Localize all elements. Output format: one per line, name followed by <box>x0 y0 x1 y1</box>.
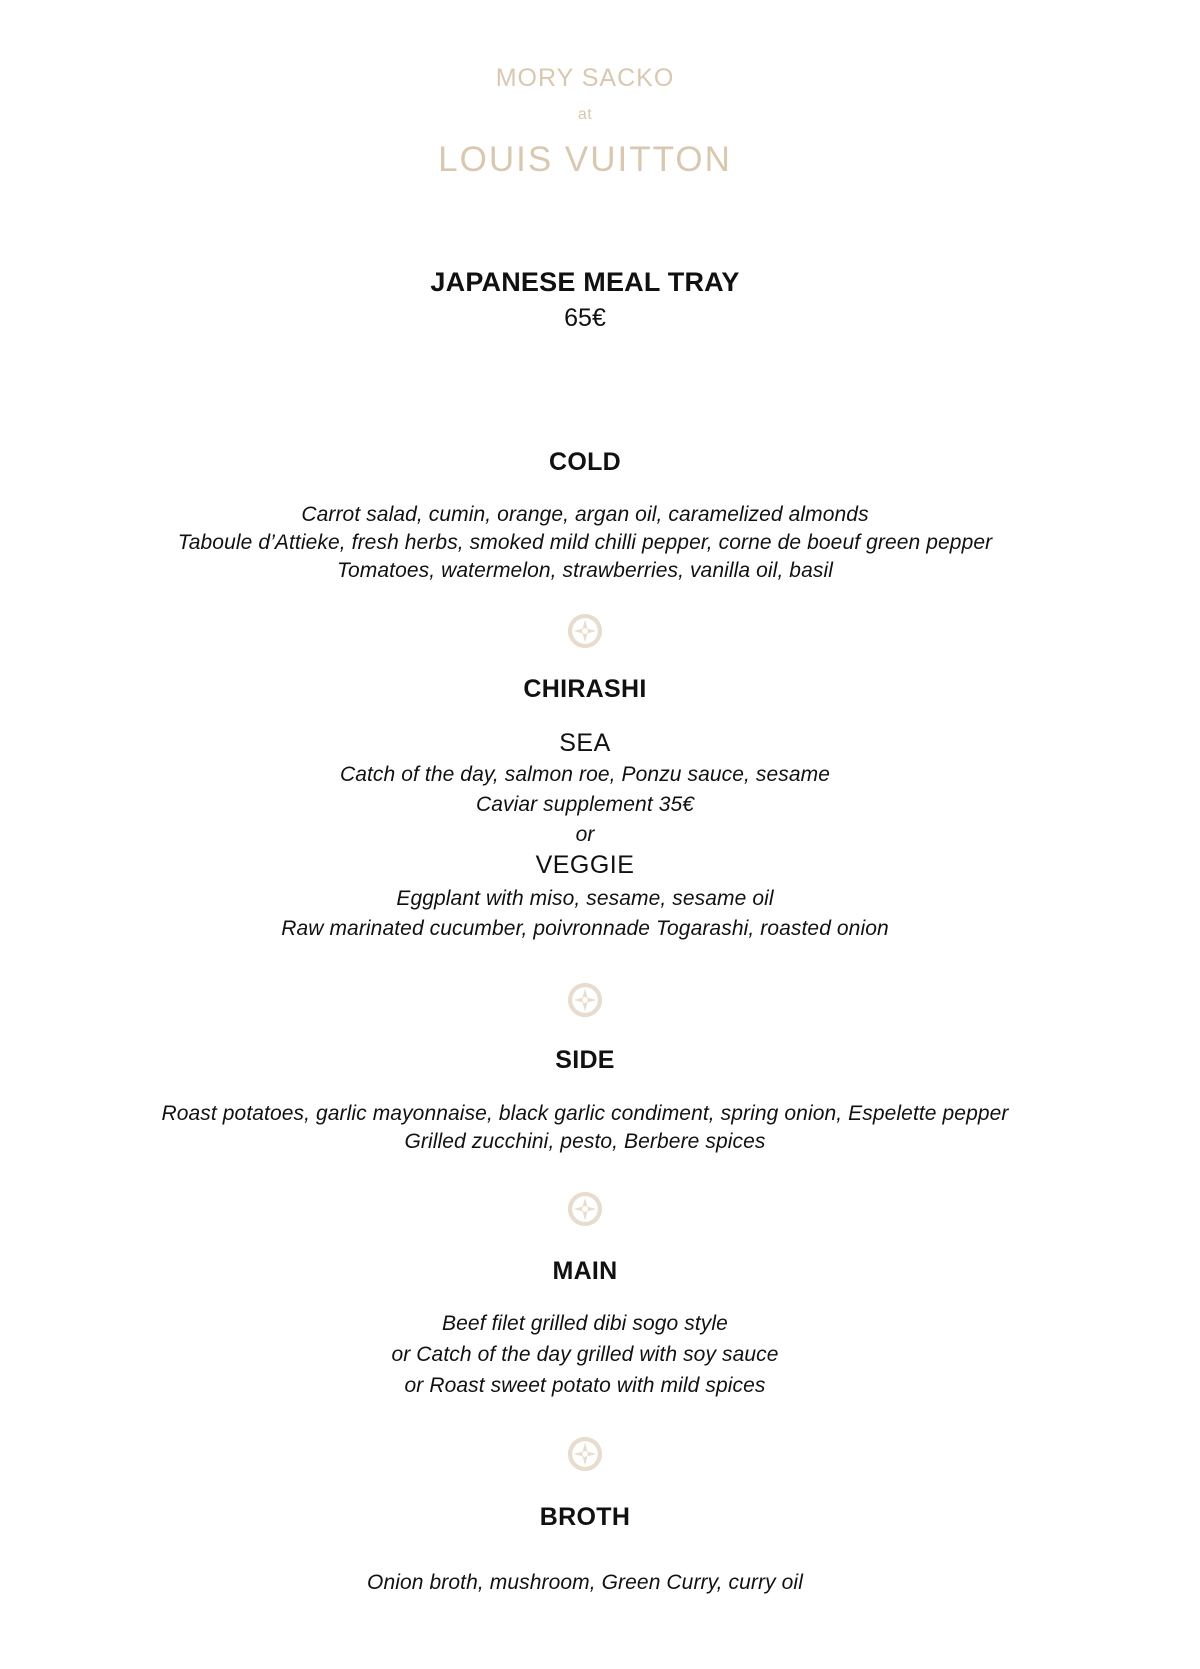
dish-line: Raw marinated cucumber, poivronnade Togarashi, roasted onion <box>281 917 889 940</box>
section-heading-cold: COLD <box>548 448 622 476</box>
chef-name: MORY SACKO <box>495 64 675 92</box>
dish-line: Beef filet grilled dibi sogo style <box>442 1312 728 1335</box>
or-separator: or <box>575 823 595 846</box>
dish-line: Onion broth, mushroom, Green Curry, curry oil <box>367 1571 803 1594</box>
monogram-flower-icon <box>566 612 604 650</box>
sub-heading-veggie: VEGGIE <box>535 851 635 879</box>
menu-title: JAPANESE MEAL TRAY <box>430 267 740 297</box>
dish-line: Carrot salad, cumin, orange, argan oil, caramelized almonds <box>301 503 869 526</box>
monogram-flower-icon <box>566 1190 604 1228</box>
monogram-flower-icon <box>566 1435 604 1473</box>
section-heading-main: MAIN <box>552 1257 618 1285</box>
monogram-flower-icon <box>566 981 604 1019</box>
house-name: LOUIS VUITTON <box>438 140 732 179</box>
dish-line: Catch of the day, salmon roe, Ponzu sauce, sesame <box>339 763 831 786</box>
dish-line: Taboule d’Attieke, fresh herbs, smoked mild chilli pepper, corne de boeuf green pepper <box>177 531 993 554</box>
dish-line: or Catch of the day grilled with soy sauce <box>391 1343 779 1366</box>
dish-line: or Roast sweet potato with mild spices <box>404 1374 766 1397</box>
menu-price: 65€ <box>564 304 606 332</box>
dish-line: Tomatoes, watermelon, strawberries, vanilla oil, basil <box>337 559 833 582</box>
dish-line: Caviar supplement 35€ <box>475 793 695 816</box>
brand-at: at <box>577 106 593 123</box>
section-heading-broth: BROTH <box>539 1503 631 1531</box>
dish-line: Eggplant with miso, sesame, sesame oil <box>396 887 774 910</box>
dish-line: Grilled zucchini, pesto, Berbere spices <box>404 1130 766 1153</box>
sub-heading-sea: SEA <box>559 729 611 757</box>
dish-line: Roast potatoes, garlic mayonnaise, black garlic condiment, spring onion, Espelette pepper <box>161 1102 1009 1125</box>
section-heading-side: SIDE <box>555 1046 615 1074</box>
section-heading-chirashi: CHIRASHI <box>523 675 647 703</box>
